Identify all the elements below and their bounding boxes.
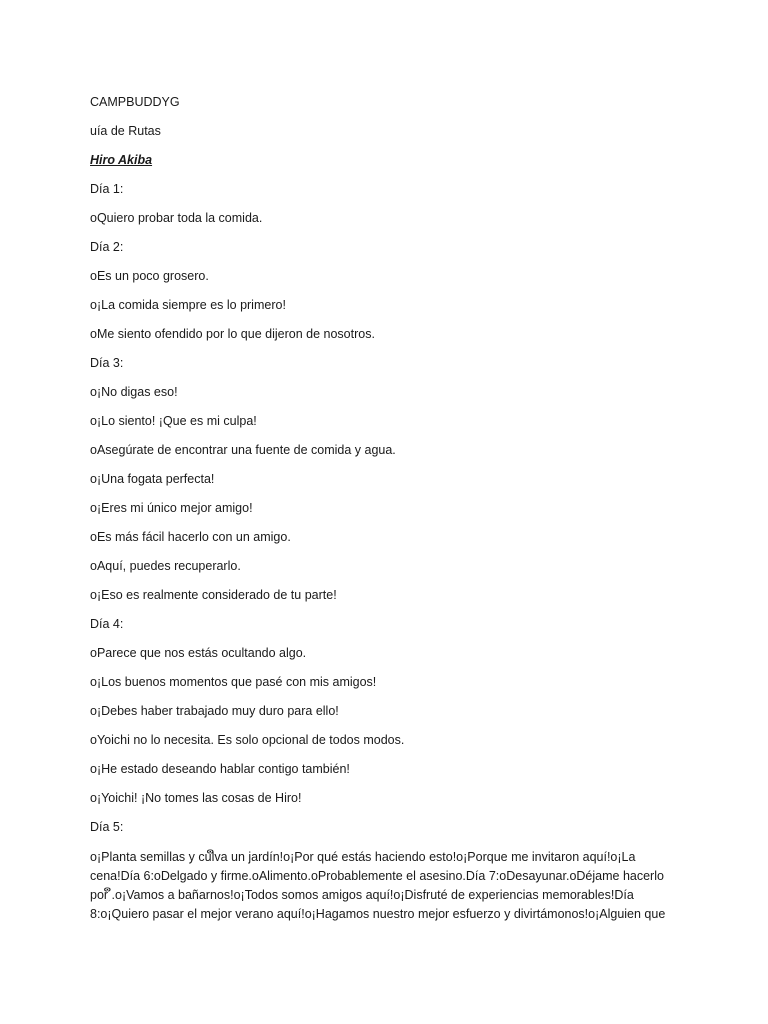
dialogue-line: o¡Lo siento! ¡Que es mi culpa! [90, 414, 257, 428]
dialogue-line: oEs más fácil hacerlo con un amigo. [90, 530, 291, 544]
dialogue-line: o¡He estado deseando hablar contigo también! [90, 762, 350, 776]
document-title: CAMPBUDDYG [90, 95, 180, 109]
document-subtitle: uía de Rutas [90, 124, 161, 138]
day-heading: Día 5: [90, 820, 124, 834]
run-on-paragraph: o¡Planta semillas y culຶva un jardín!o¡Por qué estás haciendo esto!o¡Porque me invitaron aquí!o¡La cena!Día 6:oDelgado y ﬁrme.oAlimento.oProbablemente el asesino.Día 7:oDesayunar.oDéjame hacerlo por ຶ.o¡Vamos a bañarnos!o¡Todos somos amigos aquí!o¡Disfruté de experiencias memorables!Día 8:o¡Quiero pasar el mejor verano aquí!o¡Hagamos nuestro mejor esfuerzo y divirtámonos!o¡Alguien que [90, 850, 666, 921]
dialogue-line: o¡Yoichi! ¡No tomes las cosas de Hiro! [90, 791, 302, 805]
dialogue-line: o¡Eres mi único mejor amigo! [90, 501, 253, 515]
day-heading: Día 3: [90, 356, 124, 370]
dialogue-line: o¡Eso es realmente considerado de tu parte! [90, 588, 337, 602]
day-heading: Día 2: [90, 240, 124, 254]
dialogue-line: o¡La comida siempre es lo primero! [90, 298, 286, 312]
dialogue-line: o¡No digas eso! [90, 385, 178, 399]
character-heading: Hiro Akiba [90, 153, 153, 167]
dialogue-line: oYoichi no lo necesita. Es solo opcional de todos modos. [90, 733, 405, 747]
day-heading: Día 1: [90, 182, 124, 196]
document-page [90, 94, 690, 924]
dialogue-line: oQuiero probar toda la comida. [90, 211, 263, 225]
day-heading: Día 4: [90, 617, 124, 631]
dialogue-line: oParece que nos estás ocultando algo. [90, 646, 307, 660]
dialogue-line: o¡Debes haber trabajado muy duro para ello! [90, 704, 339, 718]
dialogue-line: oEs un poco grosero. [90, 269, 209, 283]
dialogue-line: o¡Una fogata perfecta! [90, 472, 215, 486]
dialogue-line: oAsegúrate de encontrar una fuente de comida y agua. [90, 443, 396, 457]
dialogue-line: o¡Los buenos momentos que pasé con mis amigos! [90, 675, 377, 689]
dialogue-line: oMe siento ofendido por lo que dijeron de nosotros. [90, 327, 375, 341]
dialogue-line: oAquí, puedes recuperarlo. [90, 559, 241, 573]
